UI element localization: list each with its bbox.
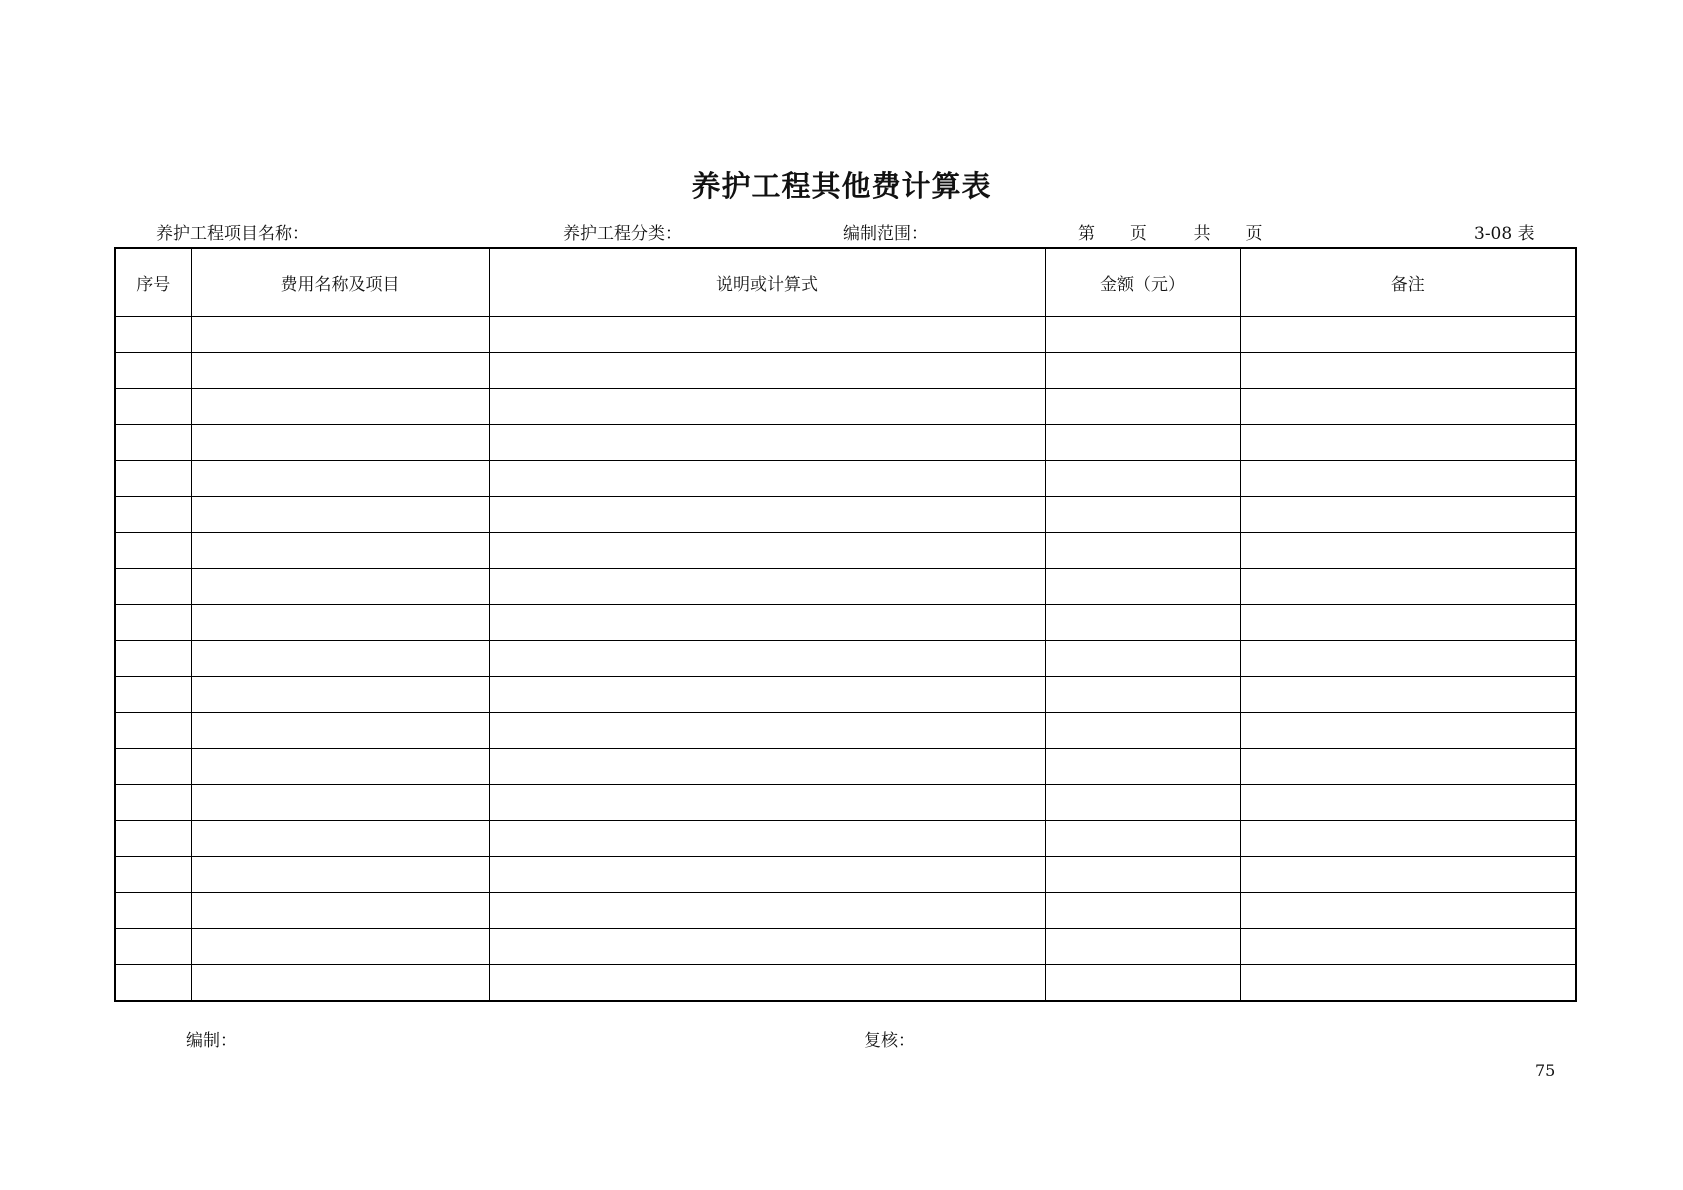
page-number: 75 xyxy=(1535,1061,1556,1080)
table-cell xyxy=(191,965,489,1002)
table-cell xyxy=(115,425,191,461)
form-title: 养护工程其他费计算表 xyxy=(691,169,992,203)
table-cell xyxy=(1045,965,1240,1002)
form-code: 3-08 表 xyxy=(1474,224,1535,244)
page-di: 第 xyxy=(1078,224,1095,244)
table-cell xyxy=(1240,497,1576,533)
table-cell xyxy=(1240,821,1576,857)
table-cell xyxy=(191,713,489,749)
table-cell xyxy=(1240,317,1576,353)
table-cell xyxy=(115,353,191,389)
table-header-row xyxy=(115,248,1576,317)
table-cell xyxy=(1240,785,1576,821)
scope-label: 编制范围： xyxy=(843,224,928,244)
table-cell xyxy=(489,929,1045,965)
table-cell xyxy=(489,569,1045,605)
table-cell xyxy=(115,389,191,425)
table-cell xyxy=(1240,461,1576,497)
table-cell xyxy=(191,893,489,929)
table-cell xyxy=(191,641,489,677)
table-cell xyxy=(191,677,489,713)
reviewed-by-label: 复核： xyxy=(864,1031,915,1051)
table-cell xyxy=(115,317,191,353)
compiled-by-label: 编制： xyxy=(186,1031,237,1051)
table-cell xyxy=(115,713,191,749)
table-cell xyxy=(115,749,191,785)
table-cell xyxy=(1240,677,1576,713)
table-cell xyxy=(191,533,489,569)
table-cell xyxy=(115,569,191,605)
table-cell xyxy=(1045,713,1240,749)
header-description: 说明或计算式 xyxy=(489,248,1045,317)
table-cell xyxy=(1240,569,1576,605)
table-cell xyxy=(1045,677,1240,713)
table-cell xyxy=(489,641,1045,677)
table-row xyxy=(115,425,1576,461)
table-cell xyxy=(1240,893,1576,929)
table-cell xyxy=(191,317,489,353)
table-cell xyxy=(115,461,191,497)
page-gong: 共 xyxy=(1193,224,1211,244)
table-cell xyxy=(1045,605,1240,641)
table-row xyxy=(115,677,1576,713)
table-cell xyxy=(1045,857,1240,893)
header-remarks: 备注 xyxy=(1240,248,1576,317)
table-cell xyxy=(489,533,1045,569)
table-row xyxy=(115,461,1576,497)
table-cell xyxy=(1240,929,1576,965)
table-cell xyxy=(1045,893,1240,929)
table-cell xyxy=(489,785,1045,821)
table-cell xyxy=(1045,317,1240,353)
table-cell xyxy=(191,821,489,857)
page-ye-2: 页 xyxy=(1245,224,1263,244)
table-cell xyxy=(1045,749,1240,785)
project-name-label: 养护工程项目名称： xyxy=(156,224,309,244)
table-cell xyxy=(115,677,191,713)
table-cell xyxy=(1240,641,1576,677)
table-cell xyxy=(489,461,1045,497)
table-cell xyxy=(1045,929,1240,965)
table-cell xyxy=(115,821,191,857)
table-cell xyxy=(191,461,489,497)
table-cell xyxy=(1240,965,1576,1002)
table-row xyxy=(115,317,1576,353)
page-ye-1: 页 xyxy=(1129,224,1147,244)
table-cell xyxy=(489,965,1045,1002)
table-cell xyxy=(1045,821,1240,857)
header-fee-name: 费用名称及项目 xyxy=(191,248,489,317)
header-serial-number: 序号 xyxy=(115,248,191,317)
table-row xyxy=(115,713,1576,749)
table-cell xyxy=(191,389,489,425)
table-cell xyxy=(489,353,1045,389)
table-cell xyxy=(1240,353,1576,389)
table-cell xyxy=(489,605,1045,641)
table-cell xyxy=(489,425,1045,461)
table-cell xyxy=(191,569,489,605)
table-row xyxy=(115,749,1576,785)
table-cell xyxy=(191,929,489,965)
table-cell xyxy=(489,389,1045,425)
table-row xyxy=(115,353,1576,389)
table-cell xyxy=(115,605,191,641)
table-row xyxy=(115,893,1576,929)
table-cell xyxy=(1240,857,1576,893)
table-row xyxy=(115,389,1576,425)
table-cell xyxy=(1240,749,1576,785)
table-cell xyxy=(1045,641,1240,677)
table-cell xyxy=(115,857,191,893)
table-row xyxy=(115,821,1576,857)
table-cell xyxy=(115,497,191,533)
table-cell xyxy=(489,821,1045,857)
table-cell xyxy=(1045,785,1240,821)
table-row xyxy=(115,533,1576,569)
table-cell xyxy=(191,605,489,641)
table-cell xyxy=(191,749,489,785)
table-cell xyxy=(115,965,191,1002)
header-amount: 金额（元） xyxy=(1045,248,1240,317)
table-cell xyxy=(115,641,191,677)
table-cell xyxy=(115,785,191,821)
table-cell xyxy=(1240,533,1576,569)
table-cell xyxy=(191,425,489,461)
table-cell xyxy=(1240,389,1576,425)
table-cell xyxy=(1045,497,1240,533)
table-cell xyxy=(191,857,489,893)
table-cell xyxy=(489,857,1045,893)
table-cell xyxy=(191,353,489,389)
table-cell xyxy=(489,317,1045,353)
table-cell xyxy=(115,929,191,965)
table-cell xyxy=(1045,533,1240,569)
page-indicator xyxy=(1078,219,1262,244)
table-cell xyxy=(489,749,1045,785)
table-cell xyxy=(1240,605,1576,641)
table-row xyxy=(115,569,1576,605)
table-cell xyxy=(191,497,489,533)
table-row xyxy=(115,785,1576,821)
table-cell xyxy=(115,533,191,569)
table-cell xyxy=(191,785,489,821)
table-cell xyxy=(1240,713,1576,749)
table-cell xyxy=(115,893,191,929)
table-row xyxy=(115,605,1576,641)
table-cell xyxy=(1045,425,1240,461)
table-row xyxy=(115,641,1576,677)
category-label: 养护工程分类： xyxy=(563,224,682,244)
table-cell xyxy=(489,713,1045,749)
table-row xyxy=(115,497,1576,533)
table-row xyxy=(115,857,1576,893)
table-cell xyxy=(1045,461,1240,497)
table-cell xyxy=(489,677,1045,713)
table-body xyxy=(115,317,1576,1002)
table-cell xyxy=(489,497,1045,533)
table-cell xyxy=(1045,353,1240,389)
table-row xyxy=(115,929,1576,965)
table-cell xyxy=(1045,389,1240,425)
table-row xyxy=(115,965,1576,1002)
cost-calculation-table xyxy=(114,247,1577,1002)
table-cell xyxy=(1240,425,1576,461)
table-cell xyxy=(489,893,1045,929)
table-cell xyxy=(1045,569,1240,605)
